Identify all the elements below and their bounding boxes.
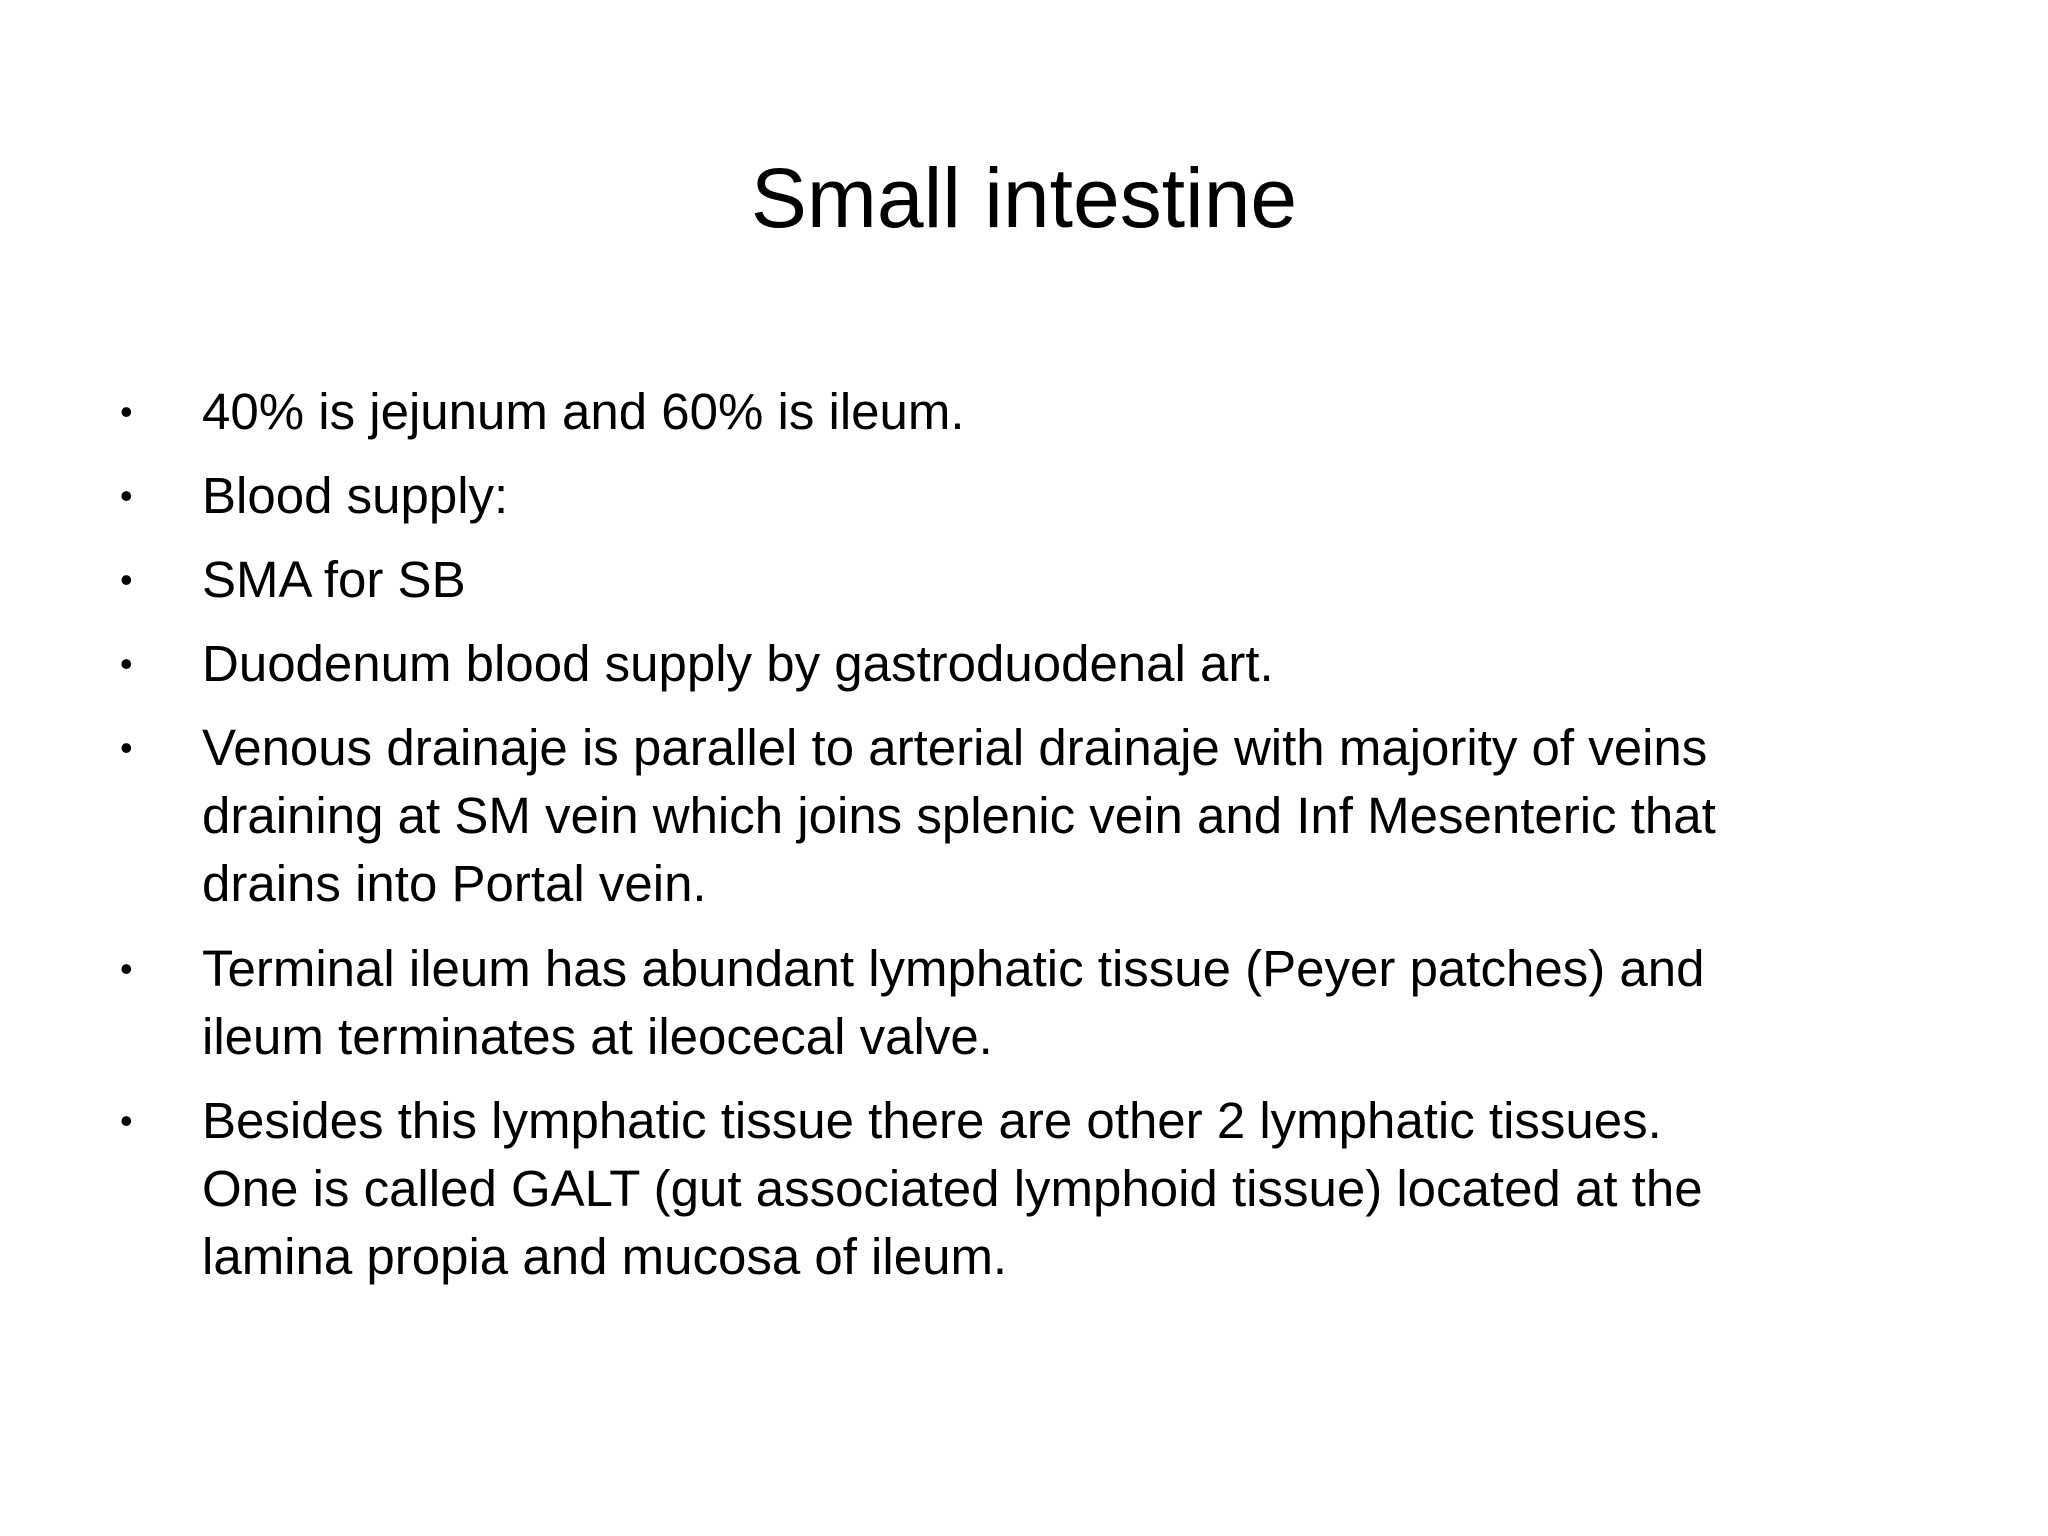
bullet-text: [202, 630, 2042, 698]
bullet-line: drains into Portal vein.: [202, 855, 707, 912]
bullet-dot-icon: •: [120, 948, 133, 989]
bullet-dot-icon: •: [120, 391, 133, 432]
bullet-line: draining at SM vein which joins splenic vein and Inf Mesenteric that: [202, 787, 1716, 844]
bullet-line: Besides this lymphatic tissue there are other 2 lymphatic tissues.: [202, 1092, 1662, 1149]
bullet-line: SMA for SB: [202, 551, 466, 608]
bullet-text: [202, 546, 2042, 614]
bullet-text: [202, 1087, 2042, 1291]
bullet-line: ileum terminates at ileocecal valve.: [202, 1008, 993, 1065]
bullet-dot-icon: •: [120, 643, 133, 684]
bullet-line: Venous drainaje is parallel to arterial drainaje with majority of veins: [202, 719, 1708, 776]
bullet-text: [202, 378, 2042, 446]
bullet-text: [202, 935, 2042, 1071]
bullet-text: [202, 714, 2042, 918]
bullet-dot-icon: •: [120, 727, 133, 768]
bullet-line: Blood supply:: [202, 467, 509, 524]
bullet-text: [202, 462, 2042, 530]
bullet-line: lamina propia and mucosa of ileum.: [202, 1228, 1008, 1285]
bullet-line: Terminal ileum has abundant lymphatic tissue (Peyer patches) and: [202, 940, 1705, 997]
bullet-dot-icon: •: [120, 475, 133, 516]
bullet-dot-icon: •: [120, 559, 133, 600]
bullet-line: One is called GALT (gut associated lymphoid tissue) located at the: [202, 1160, 1703, 1217]
bullet-line: Duodenum blood supply by gastroduodenal art.: [202, 635, 1274, 692]
bullet-line: 40% is jejunum and 60% is ileum.: [202, 383, 965, 440]
bullet-dot-icon: •: [120, 1100, 133, 1141]
slide-title: Small intestine: [750, 151, 1298, 245]
